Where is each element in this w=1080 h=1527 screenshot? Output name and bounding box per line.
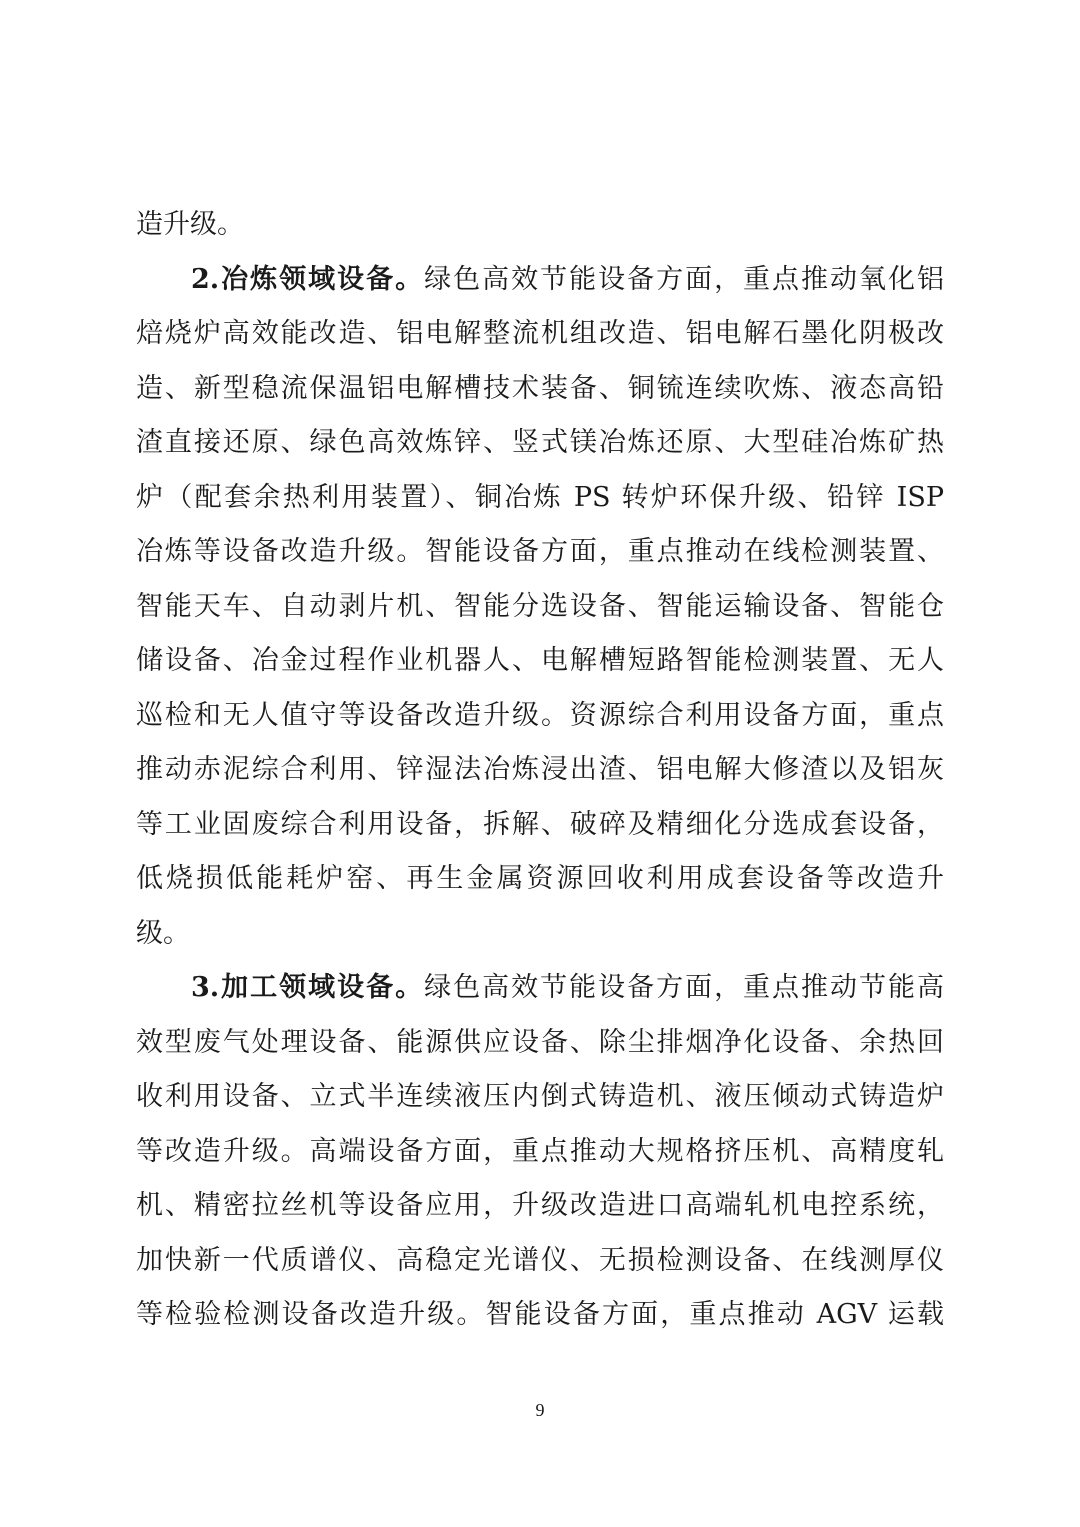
- text-line: 效型废气处理设备、能源供应设备、除尘排烟净化设备、余热回: [136, 1027, 944, 1058]
- text-line: 加快新一代质谱仪、高稳定光谱仪、无损检测设备、在线测厚仪: [136, 1245, 944, 1276]
- heading-smelting-equipment: 2.冶炼领域设备。: [191, 264, 425, 295]
- text-line: 智能天车、自动剥片机、智能分选设备、智能运输设备、智能仓: [136, 591, 944, 622]
- text-line: 巡检和无人值守等设备改造升级。资源综合利用设备方面，重点: [136, 700, 944, 731]
- paragraph-smelting-first-line: 2.冶炼领域设备。绿色高效节能设备方面，重点推动氧化铝: [191, 264, 945, 295]
- text-line: 推动赤泥综合利用、锌湿法冶炼浸出渣、铝电解大修渣以及铝灰: [136, 754, 944, 785]
- text-line: 等检验检测设备改造升级。智能设备方面，重点推动 AGV 运载: [136, 1299, 944, 1330]
- text-line: 低烧损低能耗炉窑、再生金属资源回收利用成套设备等改造升: [136, 863, 944, 894]
- text-line: 储设备、冶金过程作业机器人、电解槽短路智能检测装置、无人: [136, 645, 944, 676]
- text-line: 造升级。: [136, 209, 244, 240]
- heading-processing-equipment: 3.加工领域设备。: [191, 972, 425, 1003]
- paragraph-processing-first-line: 3.加工领域设备。绿色高效节能设备方面，重点推动节能高: [191, 972, 945, 1003]
- text-line: 收利用设备、立式半连续液压内倒式铸造机、液压倾动式铸造炉: [136, 1081, 944, 1112]
- text-line: 造、新型稳流保温铝电解槽技术装备、铜锍连续吹炼、液态高铅: [136, 373, 944, 404]
- text-line: 冶炼等设备改造升级。智能设备方面，重点推动在线检测装置、: [136, 536, 944, 567]
- text-line: 焙烧炉高效能改造、铝电解整流机组改造、铝电解石墨化阴极改: [136, 318, 944, 349]
- text-line: 等改造升级。高端设备方面，重点推动大规格挤压机、高精度轧: [136, 1136, 944, 1167]
- text-line: 渣直接还原、绿色高效炼锌、竖式镁冶炼还原、大型硅冶炼矿热: [136, 427, 944, 458]
- text-line: 等工业固废综合利用设备，拆解、破碎及精细化分选成套设备，: [136, 809, 944, 840]
- page-number: 9: [535, 1400, 545, 1420]
- text-line: 级。: [136, 918, 190, 949]
- text-line: 机、精密拉丝机等设备应用，升级改造进口高端轧机电控系统，: [136, 1190, 944, 1221]
- text-line: 炉（配套余热利用装置）、铜冶炼 PS 转炉环保升级、铅锌 ISP: [136, 482, 944, 513]
